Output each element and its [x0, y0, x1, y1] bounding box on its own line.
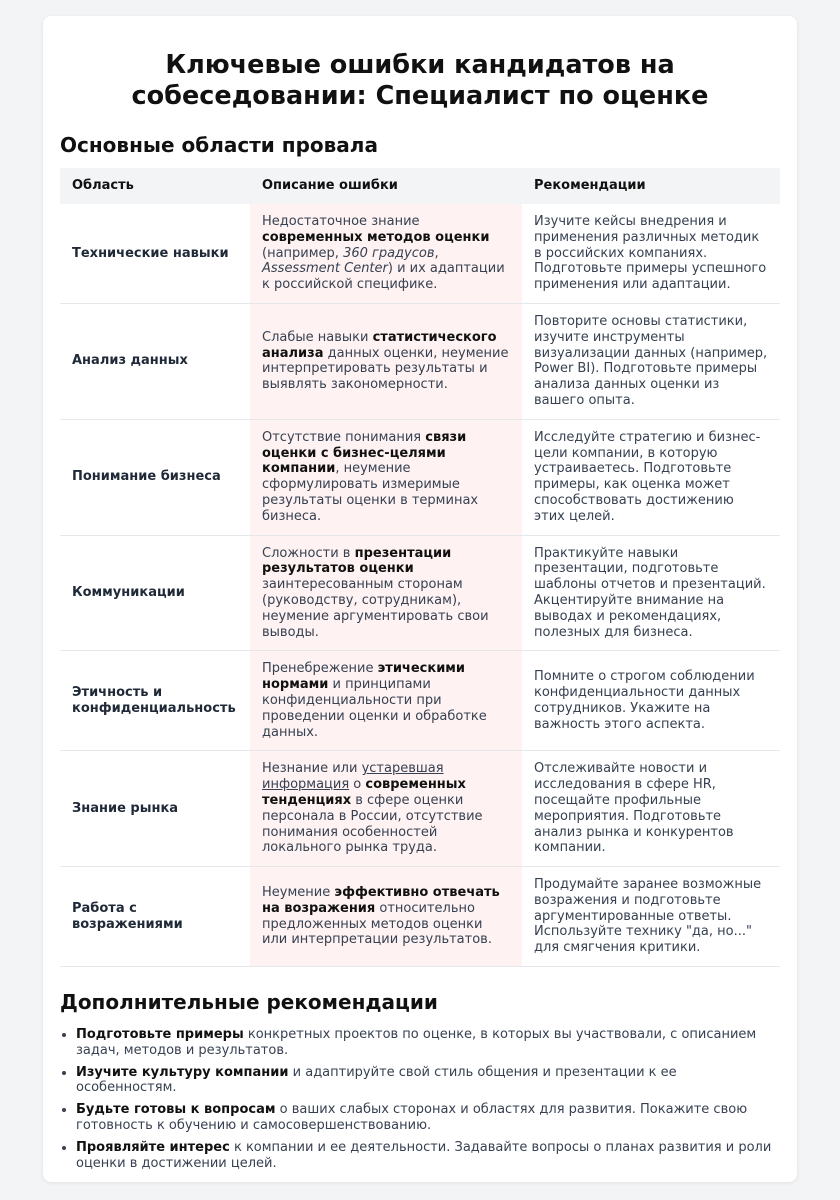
text-fragment: , неумение сформулировать измеримые результаты оценки в терминах бизнеса.	[262, 461, 479, 524]
recommendation-cell: Исследуйте стратегию и бизнес-цели компании, в которую устраиваетесь. Подготовьте примеры, как оценка может способствовать достижению этих целей.	[522, 419, 780, 535]
text-fragment: Неумение	[262, 884, 335, 900]
list-item-text: к компании и ее деятельности. Задавайте вопросы о планах развития и роли оценки в достижении целей.	[76, 1139, 772, 1171]
emphasis-text: этическими нормами	[262, 661, 466, 693]
emphasis-text: современных методов оценки	[262, 229, 490, 245]
text-fragment: относительно предложенных методов оценки или интерпретации результатов.	[262, 900, 492, 948]
area-cell: Работа с возражениями	[60, 867, 250, 967]
text-fragment: (например,	[262, 245, 344, 261]
emphasis-text: связи оценки с бизнес-целями компании	[262, 429, 467, 477]
list-item-text: конкретных проектов по оценке, в которых вы участвовали, с описанием задач, методов и результатов.	[76, 1027, 757, 1058]
column-header-recommendations: Рекомендации	[522, 168, 780, 204]
emphasis-text: эффективно отвечать на возражения	[262, 884, 500, 916]
text-fragment: Отсутствие понимания	[262, 429, 426, 445]
list-item-lead: Будьте готовы к вопросам	[76, 1102, 276, 1118]
area-cell: Знание рынка	[60, 751, 250, 867]
area-cell: Этичность и конфиденциальность	[60, 651, 250, 751]
table-row	[60, 535, 780, 651]
failures-table	[60, 168, 780, 967]
text-fragment: Пренебрежение	[262, 661, 378, 677]
italic-text: Assessment Center	[262, 261, 388, 277]
table-row	[60, 303, 780, 419]
column-header-error: Описание ошибки	[250, 168, 522, 204]
recommendation-cell: Практикуйте навыки презентации, подготовьте шаблоны отчетов и презентаций. Акцентируйте внимание на выводах и рекомендациях, полезных для бизнеса.	[522, 535, 780, 651]
error-description-cell	[250, 751, 522, 867]
text-fragment: Слабые навыки	[262, 329, 373, 345]
section-heading-failures: Основные области провала	[60, 133, 378, 157]
text-fragment: данных оценки, неумение интерпретировать результаты и выявлять закономерности.	[262, 345, 509, 393]
error-description-cell	[250, 535, 522, 651]
area-cell: Анализ данных	[60, 303, 250, 419]
text-fragment: Незнание или	[262, 761, 362, 777]
error-description-cell	[250, 419, 522, 535]
emphasis-text: презентации результатов оценки	[262, 545, 452, 577]
text-fragment: Сложности в	[262, 545, 355, 561]
table-row	[60, 419, 780, 535]
list-item-lead: Проявляйте интерес	[76, 1139, 230, 1155]
recommendation-cell: Продумайте заранее возможные возражения и подготовьте аргументированные ответы. Используйте технику "да, но..." для смягчения критики.	[522, 867, 780, 967]
error-description-cell	[250, 204, 522, 303]
text-fragment: ,	[434, 245, 439, 261]
list-item-lead: Подготовьте примеры	[76, 1027, 244, 1043]
list-item-text: о ваших слабых сторонах и областях для развития. Покажите свою готовность к обучению и самосовершенствованию.	[76, 1102, 748, 1134]
text-fragment: в сфере оценки персонала в России, отсутствие понимания особенностей локального рынка труда.	[262, 792, 483, 856]
text-fragment: Недостаточное знание	[262, 214, 420, 229]
table-row	[60, 867, 780, 967]
list-item	[76, 1065, 780, 1097]
emphasis-text: статистического анализа	[262, 329, 497, 361]
area-cell: Технические навыки	[60, 204, 250, 303]
recommendation-cell: Отслеживайте новости и исследования в сфере HR, посещайте профильные мероприятия. Подготовьте анализ рынка и конкурентов компании.	[522, 751, 780, 867]
area-cell: Понимание бизнеса	[60, 419, 250, 535]
document-card	[43, 16, 797, 1182]
italic-text: 360 градусов	[343, 245, 435, 261]
list-item-lead: Изучите культуру компании	[76, 1064, 289, 1080]
recommendation-cell: Повторите основы статистики, изучите инструменты визуализации данных (например, Power BI). Подготовьте примеры анализа данных оценки из вашего опыта.	[522, 303, 780, 419]
area-cell: Коммуникации	[60, 535, 250, 651]
recommendation-cell: Помните о строгом соблюдении конфиденциальности данных сотрудников. Укажите на важность этого аспекта.	[522, 651, 780, 751]
underlined-text: устаревшая информация	[262, 761, 444, 793]
list-item-text: и адаптируйте свой стиль общения и презентации к ее особенностям.	[76, 1064, 677, 1096]
text-fragment: ) и их адаптации к российской специфике.	[262, 261, 505, 293]
text-fragment: заинтересованным сторонам (руководству, сотрудникам), неумение аргументировать свои выводы.	[262, 577, 489, 640]
column-header-area: Область	[60, 168, 250, 204]
table-row	[60, 751, 780, 867]
page-title: Ключевые ошибки кандидатов на собеседовании: Специалист по оценке	[131, 50, 709, 111]
table-row	[60, 651, 780, 751]
text-fragment: и принципами конфиденциальности при проведении оценки и обработке данных.	[262, 677, 487, 740]
recommendation-cell: Изучите кейсы внедрения и применения различных методик в российских компаниях. Подготовьте примеры успешного применения или адаптации.	[522, 204, 780, 303]
error-description-cell	[250, 303, 522, 419]
table-header-row	[60, 168, 780, 204]
text-fragment: о	[349, 777, 366, 793]
error-description-cell	[250, 651, 522, 751]
extra-recommendations-list	[60, 1027, 780, 1171]
list-item	[76, 1140, 780, 1172]
section-heading-extra: Дополнительные рекомендации	[60, 990, 438, 1015]
list-item	[76, 1027, 780, 1059]
emphasis-text: современных тенденциях	[262, 777, 466, 808]
table-row	[60, 204, 780, 303]
list-item	[76, 1102, 780, 1134]
error-description-cell	[250, 867, 522, 967]
